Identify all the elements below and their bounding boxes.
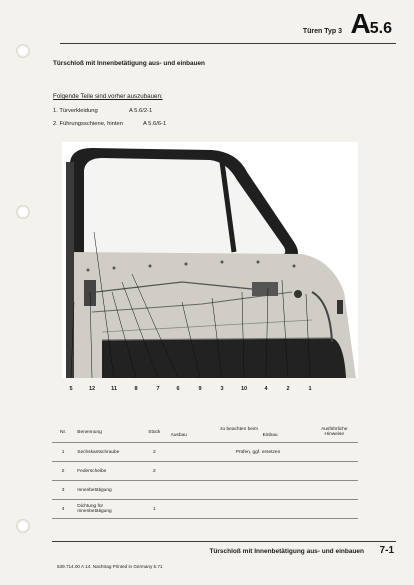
cell-benennung: Sechskantschraube: [74, 443, 141, 462]
col-benennung: Benennung: [74, 422, 141, 443]
cell-stueck: [141, 481, 168, 500]
table-row: [52, 462, 358, 481]
callout-number: 10: [240, 386, 248, 392]
cell-ausbau: [168, 500, 233, 519]
callout-number: 11: [111, 386, 117, 392]
binder-hole-top: [16, 44, 30, 58]
callout-number: 1: [308, 386, 312, 392]
callout-number: 12: [88, 386, 96, 392]
table-header-row: [52, 422, 358, 443]
footer-rule: [52, 541, 396, 542]
callout-number: 9: [198, 386, 202, 392]
cell-nr: 2: [52, 462, 74, 481]
print-info: 539.714.00 A 14. Nachtrag Printed in Germany 5.71: [57, 564, 163, 569]
cell-ausbau: [168, 443, 233, 462]
section-code-letter: A: [350, 8, 370, 39]
col-hinweise: Ausführliche Hinweise: [311, 422, 358, 443]
callout-number: 3: [220, 386, 224, 392]
cell-benennung: Dichtung für Innenbetätigung: [74, 500, 141, 519]
col-stueck: Stück: [141, 422, 168, 443]
callout-number: 8: [134, 386, 138, 392]
cell-hinweise: [311, 500, 358, 519]
prerequisites-heading: Folgende Teile sind vorher auszubauen:: [53, 93, 163, 100]
col-zu-beachten: [168, 422, 311, 443]
col-zu-beachten-label: zu beachten beim: [220, 426, 258, 432]
prerequisite-label: 2. Führungsschiene, hinten: [53, 121, 123, 127]
cell-nr: 1: [52, 443, 74, 462]
cell-hinweise: [311, 443, 358, 462]
cell-stueck: 1: [141, 500, 168, 519]
cell-stueck: 2: [141, 462, 168, 481]
table-row: [52, 443, 358, 462]
callout-number: 2: [286, 386, 290, 392]
section-code: [351, 8, 392, 40]
cell-nr: 3: [52, 481, 74, 500]
cell-einbau: [233, 481, 311, 500]
cell-ausbau: [168, 481, 233, 500]
cell-ausbau: [168, 462, 233, 481]
callout-number: 5: [69, 386, 73, 392]
callout-number: 6: [176, 386, 180, 392]
callout-row: [62, 386, 358, 396]
cell-nr: 4: [52, 500, 74, 519]
prerequisite-label: 1. Türverkleidung: [53, 108, 98, 114]
cell-hinweise: [311, 462, 358, 481]
prerequisite-item: [53, 108, 153, 114]
col-ausbau: Ausbau: [170, 432, 187, 438]
door-photo: [62, 142, 358, 378]
cell-einbau: Prüfen, ggf. ersetzen: [233, 443, 311, 462]
header-rule: [60, 43, 396, 44]
table-row: [52, 500, 358, 519]
col-einbau: Einbau: [262, 432, 278, 438]
callout-number: 4: [264, 386, 268, 392]
cell-benennung: Federscheibe: [74, 462, 141, 481]
prerequisite-ref: A 5.6/2-1: [129, 108, 153, 114]
cell-stueck: 2: [141, 443, 168, 462]
section-code-number: 5.6: [369, 20, 392, 37]
table-row: [52, 481, 358, 500]
cell-einbau: [233, 462, 311, 481]
cell-hinweise: [311, 481, 358, 500]
binder-hole-bottom: [16, 519, 30, 533]
cell-einbau: [233, 500, 311, 519]
parts-table: [52, 422, 358, 519]
prerequisite-item: [53, 121, 167, 127]
prerequisite-ref: A 5.6/6-1: [143, 121, 167, 127]
cell-benennung: Innenbetätigung: [74, 481, 141, 500]
page-number: 7-1: [379, 545, 394, 556]
callout-number: 7: [156, 386, 160, 392]
binder-hole-middle: [16, 205, 30, 219]
footer-title: Türschloß mit Innenbetätigung aus- und einbauen: [209, 548, 364, 555]
col-nr: Nr.: [52, 422, 74, 443]
section-label: Türen Typ 3: [302, 28, 342, 35]
page-title: Türschloß mit Innenbetätigung aus- und einbauen: [53, 60, 205, 67]
